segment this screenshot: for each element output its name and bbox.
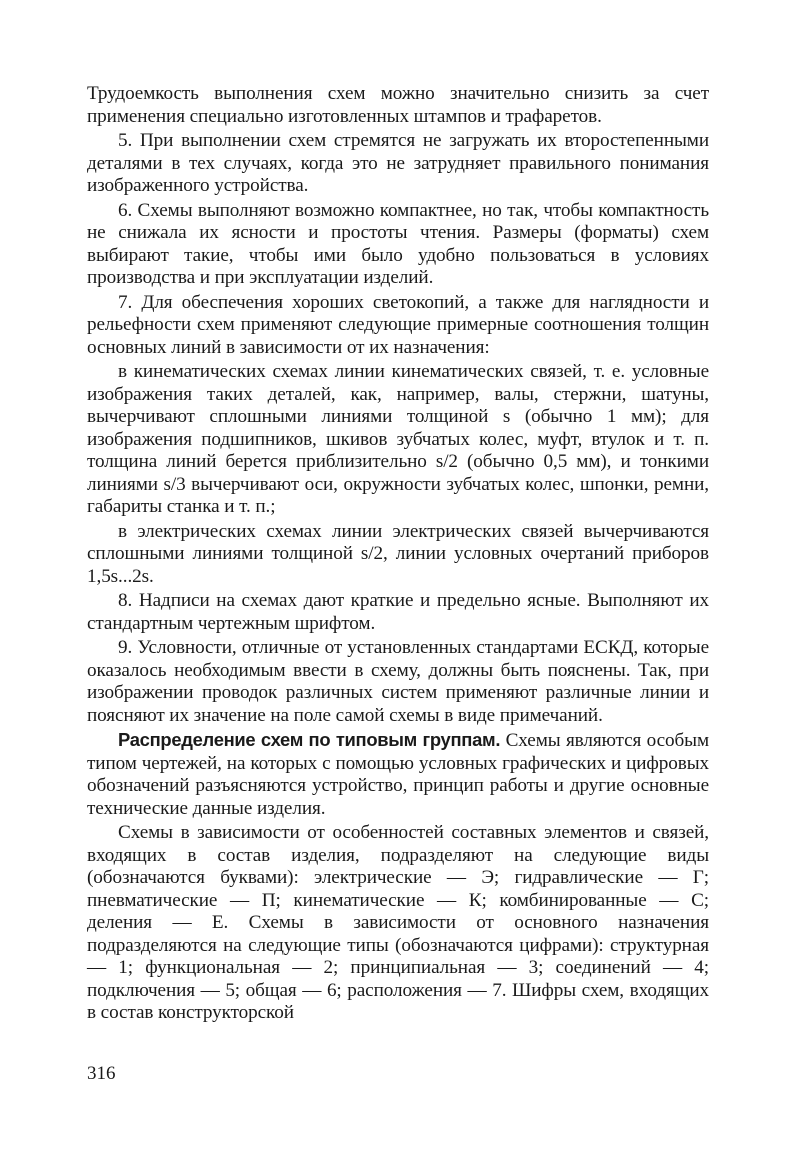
- paragraph-item-7: 7. Для обеспечения хороших светокопий, а также для наглядности и рельефности схем применяют следующие примерные соотношения толщин основных линий в зависимости от их назначения:: [87, 291, 709, 358]
- paragraph-schemes-types: Схемы в зависимости от особенностей составных элементов и связей, входящих в состав изделия, подразделяют на следующие виды (обозначаются буквами): электрические — Э; гидравлические — Г; пневматические — П; кинематические — К; комбинированные — С; деления — Е. Схемы в зависимости от основного назначения подразделяются на следующие типы (обозначаются цифрами): структурная — 1; функциональная — 2; принципиальная — 3; соединений — 4; подключения — 5; общая — 6; расположения — 7. Шифры схем, входящих в состав конструкторской: [87, 822, 709, 1023]
- paragraph-item-9: 9. Условности, отличные от установленных стандартами ЕСКД, которые оказалось необходимым ввести в схему, должны быть пояснены. Так, при изображении проводок различных систем применяют различные линии и поясняют их значение на поле самой схемы в виде примечаний.: [87, 637, 709, 726]
- paragraph-item-6: 6. Схемы выполняют возможно компактнее, но так, чтобы компактность не снижала их ясности и простоты чтения. Размеры (форматы) схем выбирают такие, чтобы ими было удобно пользоваться в условиях производства и при эксплуатации изделий.: [87, 199, 709, 288]
- page-number: 316: [87, 1063, 116, 1084]
- paragraph-electric: в электрических схемах линии электрических связей вычерчиваются сплошными линиями толщиной s/2, линии условных очертаний приборов 1,5s...2s.: [87, 520, 709, 587]
- paragraph-item-8: 8. Надписи на схемах дают краткие и предельно ясные. Выполняют их стандартным чертежным шрифтом.: [87, 590, 709, 634]
- paragraph-kinematic: в кинематических схемах линии кинематических связей, т. е. условные изображения таких деталей, как, например, валы, стержни, шатуны, вычерчивают сплошными линиями толщиной s (обычно 1 мм); для изображения подшипников, шкивов зубчатых колес, муфт, втулок и т. п. толщина линий берется приблизительно s/2 (обычно 0,5 мм), и тонкими линиями s/3 вычерчивают оси, окружности зубчатых колес, шпонки, ремни, габариты станка и т. п.;: [87, 361, 709, 517]
- paragraph-item-5: 5. При выполнении схем стремятся не загружать их второстепенными деталями в тех случаях, когда это не затрудняет правильного понимания изображенного устройства.: [87, 130, 709, 196]
- paragraph-1: Трудоемкость выполнения схем можно значительно снизить за счет применения специально изготовленных штампов и трафаретов.: [87, 83, 709, 127]
- section-heading: Распределение схем по типовым группам.: [118, 729, 501, 750]
- page-body: [87, 83, 709, 1027]
- paragraph-section-distribution: [87, 729, 709, 820]
- section-text: Схемы являются особым типом чертежей, на которых с помощью условных графических и цифровых обозначений разъясняются устройство, принцип работы и другие основные технические данные изделия.: [87, 730, 710, 819]
